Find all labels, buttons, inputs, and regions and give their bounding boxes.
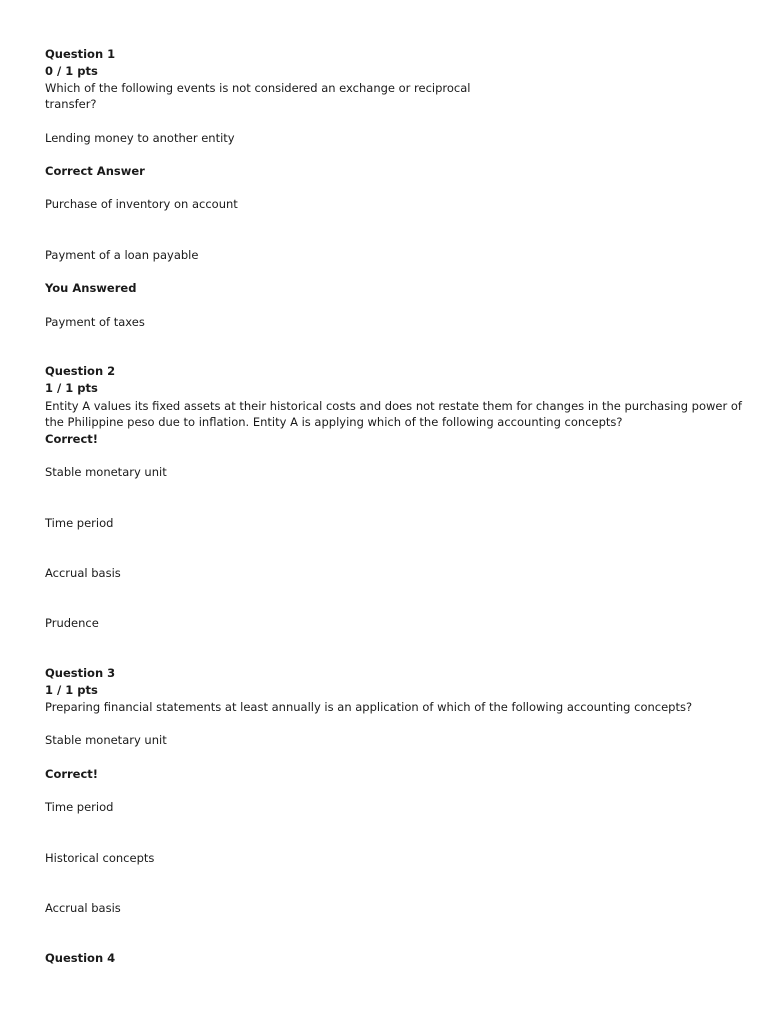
- question-2-answer-4[interactable]: Prudence: [45, 616, 99, 630]
- question-4-title: Question 4: [45, 951, 116, 965]
- question-1-title: Question 1: [45, 47, 116, 61]
- question-1-score: 0 / 1 pts: [45, 64, 98, 78]
- question-1-answer-1[interactable]: Lending money to another entity: [45, 131, 235, 145]
- question-1-prompt-line-2: transfer?: [45, 97, 97, 111]
- question-1-you-answered-label: You Answered: [45, 281, 137, 295]
- question-2-answer-2[interactable]: Time period: [45, 516, 114, 530]
- question-1-prompt-line-1: Which of the following events is not considered an exchange or reciprocal: [45, 81, 471, 95]
- question-1-answer-2[interactable]: Purchase of inventory on account: [45, 197, 238, 211]
- question-3-title: Question 3: [45, 666, 116, 680]
- question-3-answer-2[interactable]: Time period: [45, 800, 114, 814]
- question-3-score: 1 / 1 pts: [45, 683, 98, 697]
- question-3-prompt-line-1: Preparing financial statements at least annually is an application of which of the following accounting concepts?: [45, 700, 693, 714]
- question-2-title: Question 2: [45, 364, 116, 378]
- question-2-answer-1[interactable]: Stable monetary unit: [45, 465, 167, 479]
- question-3-answer-3[interactable]: Historical concepts: [45, 851, 155, 865]
- question-3-answer-4[interactable]: Accrual basis: [45, 901, 121, 915]
- question-2-answer-3[interactable]: Accrual basis: [45, 566, 121, 580]
- question-1-answer-3[interactable]: Payment of a loan payable: [45, 248, 199, 262]
- question-3-answer-1[interactable]: Stable monetary unit: [45, 733, 167, 747]
- question-2-prompt-line-1: Entity A values its fixed assets at their historical costs and does not restate them for changes in the purchasing power of: [45, 399, 742, 413]
- question-2-correct-label: Correct!: [45, 432, 99, 446]
- question-1-answer-4[interactable]: Payment of taxes: [45, 315, 145, 329]
- question-2-score: 1 / 1 pts: [45, 381, 98, 395]
- question-1-correct-answer-label: Correct Answer: [45, 164, 145, 178]
- question-2-prompt-line-2: the Philippine peso due to inflation. Entity A is applying which of the following accounting concepts?: [45, 415, 623, 429]
- question-3-correct-label: Correct!: [45, 767, 99, 781]
